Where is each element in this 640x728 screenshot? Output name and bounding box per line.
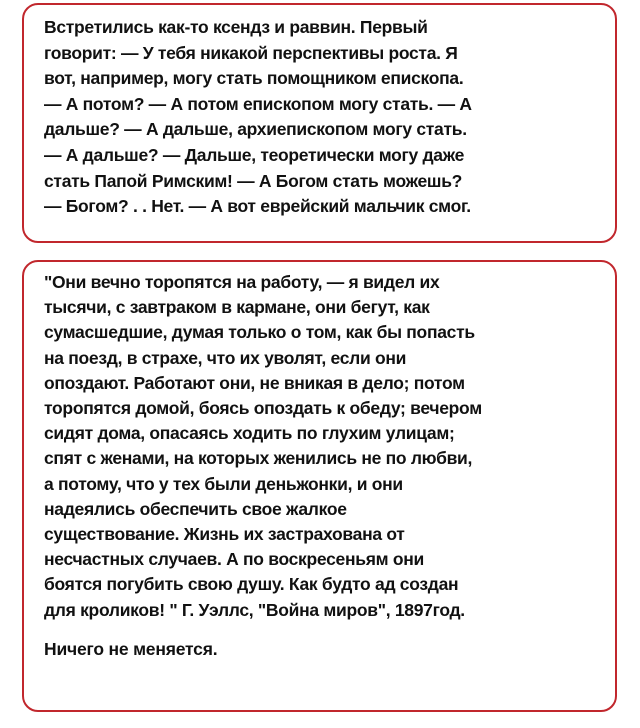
quote-line: тысячи, с завтраком в кармане, они бегут, как	[44, 297, 430, 318]
joke-line: говорит: — У тебя никакой перспективы роста. Я	[44, 42, 458, 63]
quote-line: спят с женами, на которых женились не по любви,	[44, 448, 473, 469]
closing-line: Ничего не меняется.	[44, 638, 218, 659]
joke-line: — Богом? . . Нет. — А вот еврейский мальчик смог.	[44, 196, 471, 217]
quote-line: боятся погубить свою душу. Как будто ад создан	[44, 574, 459, 595]
joke-line: дальше? — А дальше, архиепископом могу стать.	[44, 119, 467, 140]
joke-line: стать Папой Римским! — А Богом стать можешь?	[44, 170, 463, 191]
quote-line: торопятся домой, боясь опоздать к обеду; вечером	[44, 398, 482, 419]
quote-line: существование. Жизнь их застрахована от	[44, 524, 405, 545]
joke-line: — А дальше? — Дальше, теоретически могу даже	[44, 144, 465, 165]
quote-line: на поезд, в страхе, что их уволят, если они	[44, 347, 407, 368]
quote-line: опоздают. Работают они, не вникая в дело; потом	[44, 372, 465, 393]
joke-line: Встретились как-то ксендз и раввин. Первый	[44, 17, 428, 37]
quote-card	[22, 260, 617, 712]
joke-card	[22, 3, 617, 243]
joke-line: — А потом? — А потом епископом могу стать. — А	[44, 93, 472, 114]
quote-line: сидят дома, опасаясь ходить по глухим улицам;	[44, 423, 455, 444]
quote-line: надеялись обеспечить свое жалкое	[44, 498, 347, 519]
quote-line: для кроликов! " Г. Уэллс, "Война миров", 1897год.	[44, 599, 465, 620]
quote-line: несчастных случаев. А по воскресеньям они	[44, 549, 424, 570]
quote-line: "Они вечно торопятся на работу, — я видел их	[44, 272, 440, 292]
quote-line: сумасшедшие, думая только о том, как бы попасть	[44, 322, 475, 343]
quote-line: а потому, что у тех были деньжонки, и они	[44, 473, 403, 494]
joke-line: вот, например, могу стать помощником епископа.	[44, 68, 464, 89]
